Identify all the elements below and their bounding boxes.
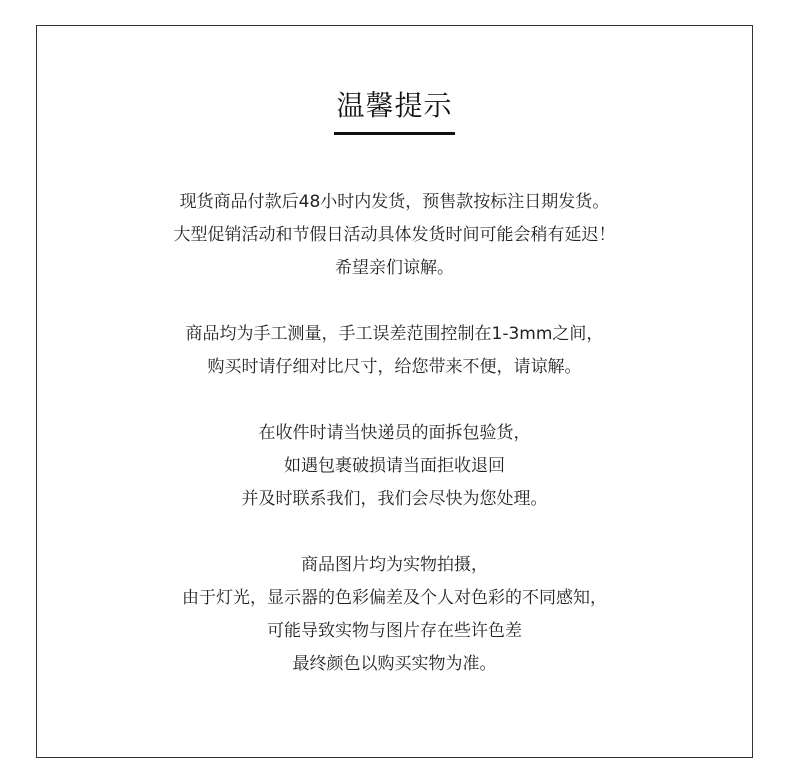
notice-line: 并及时联系我们，我们会尽快为您处理。 — [241, 489, 548, 509]
notice-line: 由于灯光，显示器的色彩偏差及个人对色彩的不同感知， — [182, 588, 607, 608]
notice-frame — [36, 25, 753, 758]
notice-line: 希望亲们谅解。 — [335, 258, 454, 278]
notice-line: 商品均为手工测量，手工误差范围控制在1-3mm之间， — [185, 324, 604, 344]
notice-content — [37, 186, 752, 714]
notice-line: 商品图片均为实物拍摄， — [301, 555, 488, 575]
notice-line: 最终颜色以购买实物为准。 — [292, 654, 497, 674]
notice-line: 现货商品付款后48小时内发货，预售款按标注日期发货。 — [179, 192, 610, 212]
page-title: 温馨提示 — [334, 88, 454, 135]
notice-line: 如遇包裹破损请当面拒收退回 — [284, 456, 505, 476]
notice-paragraph-color — [37, 549, 752, 681]
notice-paragraph-inspection — [37, 417, 752, 516]
notice-paragraph-shipping — [37, 186, 752, 285]
notice-line: 购买时请仔细对比尺寸，给您带来不便，请谅解。 — [207, 357, 582, 377]
notice-line: 可能导致实物与图片存在些许色差 — [267, 621, 522, 641]
notice-line: 大型促销活动和节假日活动具体发货时间可能会稍有延迟！ — [173, 225, 616, 245]
notice-paragraph-measurement — [37, 318, 752, 384]
title-wrap — [37, 88, 752, 135]
notice-line: 在收件时请当快递员的面拆包验货， — [258, 423, 531, 443]
